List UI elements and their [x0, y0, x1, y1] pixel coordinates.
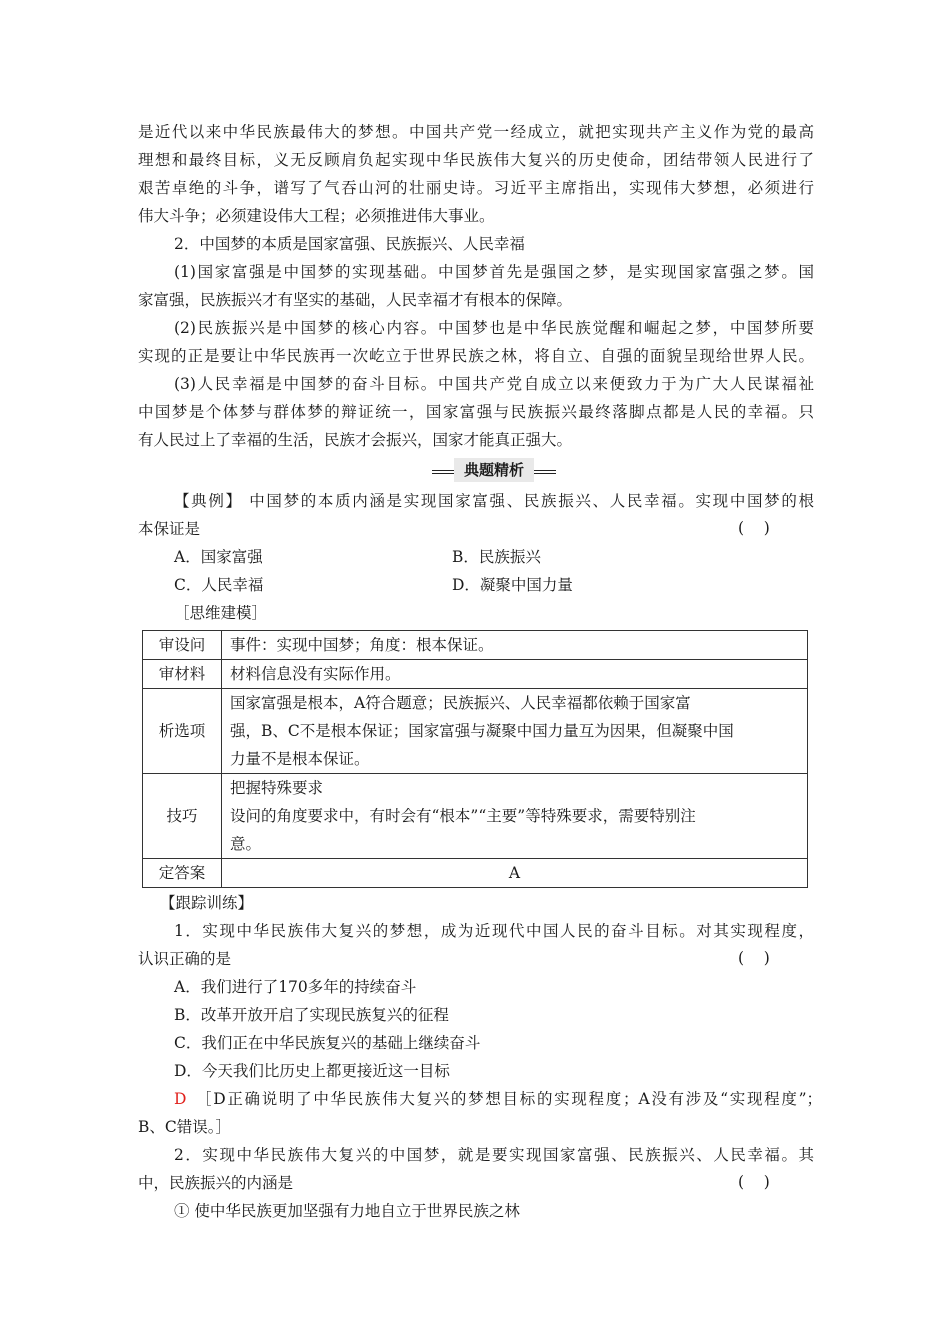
cell-text: 强，B、C不是根本保证；国家富强与凝聚中国力量互为因果，但凝聚中国: [230, 722, 734, 740]
model-label: ［思维建模］: [174, 604, 268, 622]
table-head-cell: 定答案: [143, 859, 222, 888]
section-title: 典题精析: [454, 458, 534, 482]
cell-text: 国家富强是根本，A符合题意；民族振兴、人民幸福都依赖于国家富: [230, 694, 691, 712]
table-head-cell: 审材料: [143, 660, 222, 689]
q1-answer-paren: ( ): [738, 949, 770, 967]
thinking-model-table: [142, 630, 808, 888]
q2-answer-paren: ( ): [738, 1173, 770, 1191]
intro-line-1: 是近代以来中华民族最伟大的梦想。中国共产党一经成立，就把实现共产主义作为党的最高: [138, 123, 814, 141]
table-row: [143, 631, 808, 660]
q1-option-b: B．改革开放开启了实现民族复兴的征程: [174, 1006, 449, 1024]
table-body-cell: [222, 689, 808, 774]
table-body-cell: [222, 660, 808, 689]
section-banner: [432, 458, 556, 484]
table-head-cell: 审设问: [143, 631, 222, 660]
q1-option-c: C．我们正在中华民族复兴的基础上继续奋斗: [174, 1034, 481, 1052]
cell-text: 设问的角度要求中，有时会有“根本”“主要”等特殊要求，需要特别注: [230, 807, 696, 825]
cell-text: 意。: [230, 835, 262, 853]
para2-line-2: 实现的正是要让中华民族再一次屹立于世界民族之林，将自立、自强的面貌呈现给世界人民。: [138, 347, 814, 365]
intro-line-3: 艰苦卓绝的斗争，谱写了气吞山河的壮丽史诗。习近平主席指出，实现伟大梦想，必须进行: [138, 179, 814, 197]
cell-text: 材料信息没有实际作用。: [230, 665, 401, 683]
example-answer-paren: ( ): [738, 519, 770, 537]
q1-answer: D: [174, 1090, 187, 1108]
table-row: [143, 774, 808, 859]
q2-option-1: ① 使中华民族更加坚强有力地自立于世界民族之林: [174, 1202, 520, 1220]
table-body-cell: [222, 859, 808, 888]
q2-line-2: 中，民族振兴的内涵是: [138, 1174, 294, 1192]
para3-line-1: (3)人民幸福是中国梦的奋斗目标。中国共产党自成立以来便致力于为广大人民谋福祉: [174, 375, 814, 393]
practice-label: 【跟踪训练】: [160, 894, 254, 912]
q1-option-a: A．我们进行了170多年的持续奋斗: [174, 978, 417, 996]
cell-text: 事件：实现中国梦；角度：根本保证。: [230, 636, 494, 654]
table-body-cell: [222, 631, 808, 660]
intro-line-4: 伟大斗争；必须建设伟大工程；必须推进伟大事业。: [138, 207, 495, 225]
option-d: D．凝聚中国力量: [452, 576, 573, 594]
option-c: C．人民幸福: [174, 576, 264, 594]
table-head-cell: 技巧: [143, 774, 222, 859]
q1-explanation-line-2: B、C错误。］: [138, 1118, 232, 1136]
para1-line-2: 家富强，民族振兴才有坚实的基础，人民幸福才有根本的保障。: [138, 291, 573, 309]
option-a: A．国家富强: [174, 548, 263, 566]
q1-line-1: 1．实现中华民族伟大复兴的梦想，成为近现代中国人民的奋斗目标。对其实现程度，: [174, 922, 814, 940]
table-row: [143, 859, 808, 888]
para1-line-1: (1)国家富强是中国梦的实现基础。中国梦首先是强国之梦，是实现国家富强之梦。国: [174, 263, 814, 281]
option-b: B．民族振兴: [452, 548, 541, 566]
banner-rule-left: [432, 470, 454, 474]
example-line-2: 本保证是: [138, 520, 201, 538]
banner-rule-right: [534, 470, 556, 474]
q1-line-2: 认识正确的是: [138, 950, 232, 968]
intro-line-2: 理想和最终目标，义无反顾肩负起实现中华民族伟大复兴的历史使命，团结带领人民进行了: [138, 151, 814, 169]
para3-line-2: 中国梦是个体梦与群体梦的辩证统一，国家富强与民族振兴最终落脚点都是人民的幸福。只: [138, 403, 814, 421]
q2-line-1: 2．实现中华民族伟大复兴的中国梦，就是要实现国家富强、民族振兴、人民幸福。其: [174, 1146, 814, 1164]
para3-line-3: 有人民过上了幸福的生活，民族才会振兴，国家才能真正强大。: [138, 431, 573, 449]
table-head-cell: 析选项: [143, 689, 222, 774]
table-body-cell: [222, 774, 808, 859]
cell-text: 力量不是根本保证。: [230, 750, 370, 768]
para2-line-1: (2)民族振兴是中国梦的核心内容。中国梦也是中华民族觉醒和崛起之梦，中国梦所要: [174, 319, 814, 337]
table-row: [143, 660, 808, 689]
heading-2: 2．中国梦的本质是国家富强、民族振兴、人民幸福: [174, 235, 525, 253]
q1-option-d: D．今天我们比历史上都更接近这一目标: [174, 1062, 450, 1080]
q1-explanation-line-1: ［D正确说明了中华民族伟大复兴的梦想目标的实现程度；A没有涉及“实现程度”；: [196, 1090, 822, 1108]
example-line-1: 【典例】 中国梦的本质内涵是实现国家富强、民族振兴、人民幸福。实现中国梦的根: [174, 492, 814, 510]
table-row: [143, 689, 808, 774]
answer-text: A: [508, 864, 521, 882]
cell-text: 把握特殊要求: [230, 779, 324, 797]
